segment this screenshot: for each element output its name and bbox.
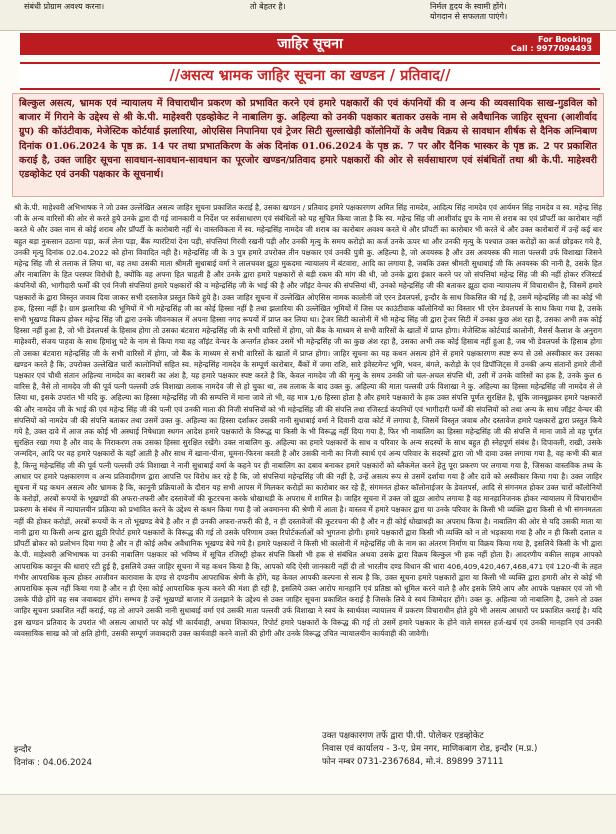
notice-header-title: जाहिर सूचना <box>277 36 343 52</box>
footer-place-date <box>14 744 92 770</box>
strip-right-line-2: योगदान से सफलता पाएंगे। <box>430 12 508 21</box>
booking-phone: Call : 9977094493 <box>510 44 592 53</box>
bottom-margin-strip <box>0 794 616 834</box>
notice-header-band <box>20 33 600 55</box>
footer-sign-line: उक्त पक्षकारगण तर्फे द्वारा पी.पी. पोलेकर एडव्होकेट <box>322 731 484 741</box>
footer-address: निवास एवं कार्यालय - 3-ए, प्रेम नगर, माणिकबाग रोड, इन्दौर (म.प्र.) <box>322 744 538 754</box>
lead-paragraph: बिल्कुल असत्य, भ्रामक एवं न्यायालय में विचाराधीन प्रकरण को प्रभावित करने एवं हमारे पक्षकारों की एवं कंपनियों की व अन्य की व्यवसायिक साख-गुडविल को बाजार में गिराने के उद्देश्य से श्री के.पी. माहेश्वरी एडव्होकेट ने नाबालिग कु. अहिल्या को उनकी पक्षकार बताकर उसके नाम से अवैधानिक जाहिर सूचना (आशीर्वाद ग्रुप) की कॉउंटीवाक, मेजेस्टिक कोर्टयार्ड झलारिया, ओएसिस निपानिया एवं ट्रेजर सिटी सुल्लाखेड़ी कॉलोनियों के अवैध विक्रय से सावधान शीर्षक से दैनिक अग्निबाण दिनांक 01.06.2024 के पृष्ठ क्र. 14 पर तथा प्रभातकिरण के अंक दिनांक 01.06.2024 के पृष्ठ क्र. 7 पर और दैनिक भास्कर के पृष्ठ क्र. 2 पर प्रकाशित कराई है, उक्त जाहिर सूचना सावधान-सावधान-सावधान का पूरजोर खण्डन/प्रतिवाद हमारे पक्षकारों की ओर से सर्वसाधारण एवं संबंधितों तथा श्री के.पी. माहेश्वरी एडव्होकेट एवं उनकी पक्षकार के सूचनार्थ। <box>19 98 597 181</box>
footer-signature <box>322 730 602 769</box>
strip-right-text <box>430 2 610 22</box>
lead-paragraph-box <box>12 93 604 197</box>
strip-center-text: तो बेहतर है। <box>250 2 286 11</box>
strip-right-line-1: निर्मल हृदय के स्वामी होंगे। <box>430 2 507 11</box>
booking-info <box>511 35 592 53</box>
notice-title: //असत्य भ्रामक जाहिर सूचना का खण्डन / प्रतिवाद// <box>169 67 451 84</box>
booking-label: For Booking <box>538 35 592 44</box>
footer-phone: फोन नम्बर 0731-2367684, मो.नं. 89899 37111 <box>322 757 504 767</box>
notice-body <box>14 202 602 730</box>
notice-footer <box>14 730 602 790</box>
footer-date: दिनांक : 04.06.2024 <box>14 758 92 768</box>
notice-title-band <box>20 62 600 90</box>
footer-place: इन्दौर <box>14 745 32 755</box>
notice-body-text: श्री के.पी. माहेश्वरी अभिभाषक ने जो उक्त उल्लेखित असत्य जाहिर सूचना प्रकाशित कराई है, उसका खण्डन / प्रतिवाद हमारे पक्षकारगण अमित सिंह नामदेव, आदित्य सिंह नामदेव एवं आर्यमन सिंह नामदेव व स्व. महेन्द्र सिंह जी के अन्य वारिसों की ओर से करते हुये उनके द्वारा दी गई जानकारी व निर्देश पर सर्वसाधारण एवं संबंधितों को यह सूचित किया जाता है कि स्व. महेन्द्र सिंह जी आशीर्वाद ग्रुप के नाम से शराब का एवं प्रॉपर्टी का कारोबार नहीं करते थे और उक्त नाम से कोई शराब और प्रॉपर्टी के कारोबारी नहीं थे। वास्तविकता में स्व. महेन्द्रसिंह नामदेव जी शराब का कारोबार अवश्य करते थे और प्रॉपर्टी का कारोबार भी करते थे और उक्त कारोबारों में उन्हें कई बार बहुत बड़ा नुकसान उठाना पड़ा, कर्ज लेना पड़ा, बैंक ग्यारंटियां देना पड़ी, संपत्तियां गिरवी रखनी पड़ी और उनकी मृत्यु के समय करोड़ो का कर्ज उनके ऊपर था और उनकी मृत्यु के पश्चात उक्त करोड़ों का कर्ज छोड़कर गये है, उनकी मृत्यु दिनांक 02.04.2022 को होना विवादित नही है। महेन्द्रसिंह जी के 3 पुत्र हमारे उपरोक्त तीन पक्षकार एवं उनकी पुत्री कु. अहिल्या है, जो अवयस्क है और उस अवयस्क की माता पल्लवी उर्फ विशाखा जिसने महेन्द्र सिंह जी से तलाक ले लिया था, वह तथा उसकी माता श्रीमती सुधाबाई वर्मा ने लालचवश झूठा मुकदमा न्यायालय में बंटवारा, आदि का लगाया है, जबकि उक्त श्रीमती सुधाबाई जी कि अवयस्क की नानी है, उसके हित और नाबालिग के हित परस्पर विरोधी है, क्योंकि वह अपना हित चाहती है और उनके द्वारा हमारे पक्षकारों से बड़ी रकम की मांग की थी, जो उनके द्वारा इंकार करने पर जो संपत्तियां महेन्द्र सिंह जी की नहीं होकर रजिस्टर्ड कंपनियों की, भागीदारी फर्मों की एवं निजी संपत्तियां हमारे पक्षकारों की व महेन्द्रसिंह जी के भाई की है और जॉइंट वेन्चर की संपत्तियां थीं, उनको महेन्द्रसिंह जी की बताकर झूठा दावा न्यायालय में विचाराधीन है, जिसमें हमारे पक्षकारों के द्वारा विस्तृत जवाब दिया जाकर सभी दस्तावेज प्रस्तुत किये हुये है। उक्त जाहिर सूचना में उल्लेखित ओएसिस नामक कालोनी जो एरन डेवलपर्स, इन्दौर के साथ विकसित की गई है, उसमें महेन्द्रसिंह जी का कोई भी हक, हिस्सा नहीं है। ग्राम झलारिया की भूमियों में भी महेन्द्रसिंह जी का कोई हिस्सा नहीं है तथा झलारिया की उल्लेखित भूमियों में जिस पर काउंटीवाक कॉलोनियों का विस्तार भी एरेन डेवलपर्स के साथ किया गया है, उसके सभी भूखण्ड विक्रय होकर महेन्द्र सिंह जी द्वारा उनके जीवनकाल में अपना हिस्सा नगद रूपयों में प्राप्त कर लिया था। ट्रेजर सिटी कालोनी में भी महेन्द्र सिंह जी द्वारा ट्रेजर सिटी में उनका कुछ अंश रहा है, उसका अभी तक कोई हिस्सा नहीं हुआ है, जो भी डेवलपर्स के हिसाब होगा तो उसका बंटवारा महेन्द्रसिंह जी के सभी वारिसों में होगा, जो बैंक के माध्यम से सभी वारिसों के खातों में प्राप्त होगा। मेजेस्टिक कोर्टयार्ड कालोनी, मैसर्स कैलाश के अनुराग माहेश्वरी, संजय पाहवा के साथ हिमांशु घटे के नाम से किया गया वह जॉइंट वेन्चर के अन्तर्गत होकर उसमें भी महेन्द्रसिंह जी का कुछ अंश रहा है, उसका अभी तक कोई हिसाब नहीं हुआ है, जब भी डेवलपर्स के हिसाब होगा तो उसका बंटवारा महेन्द्रसिंह जी के सभी वारिसों में होगा, जो बैंक के माध्यम से सभी वारिसों के खातों में प्राप्त होगा। जाहिर सूचना का यह कथन असत्य होने से हमारे पक्षकारगण स्पष्ट रूप से उसे अस्वीकार कर उसका खण्डन करते है कि, उपरोक्त उल्लेखित चारों कालोनियों सहित स्व. महेन्द्रसिंह नामदेव के सम्पूर्ण कारोबार, बैंकों में जमा राशि, सारे इंवेस्टमेन्ट भूमि, भवन, बंगले, करोड़ो के एवं डिपॉजिट्स में उनकी अन्य संतानों हमारे तीनों पक्षकार एवं चौथी संतान अहिल्या नामदेव का बराबरी का अंश है, यह हमारे पक्षकार स्पष्ट करते है कि, केवल नामदेव जी की मृत्यु के समय उनकी जो चल-अचल संपत्ति थी, उसी में उनके वारिसों का हक है, उनके कुल 6 वारिस है, वैसे तो नामदेव जी की पूर्व पत्नी पल्लवी उर्फ विशाखा तलाक नामदेव जी से हो चुका था, तब तलाक के बाद उक्त कु. अहिल्या की माता पल्लवी उर्फ विशाखा ने कु. अहिल्या का हिस्सा महेन्द्रसिंह जी नामदेव से ले लिया था, इसके उपरांत भी यदि कु. अहिल्या का हिस्सा महेन्द्रसिंह जी की सम्पत्ति में माना जावे तो भी, वह मात्र 1/6 हिस्सा होता है और हमारे पक्षकारों के हक उक्त संपत्ति पूर्णत सुरक्षित है, चूंकि जानबूझकर हमारे पक्षकारों की और नामदेव जी के भाई की एवं महेन्द्र सिंह जी की पत्नी एवं उनकी माता की निजी संपत्तियों को भी महेन्द्रसिंह जी की संपत्ति तथा रजिस्टर्ड कंपनियों एवं भागीदारी फर्मों की संपत्तियों को तथा अन्य के साथ जॉइंट वेन्चर की संपत्तियों को नामदेव जी की संपत्ति बताकर तथा उसमें उक्त कु. अहिल्या का हिस्सा दर्शाकर उसकी नानी सुधाबाई वर्मा ने दिवानी दावा कोर्ट में लगाया है, जिसमें विस्तृत जवाब और दस्तावेज हमारे पक्षकारों द्वारा प्रस्तुत किये गये है, उक्त दावे में आज तक कोई भी अस्थाई निषेधाज्ञा स्थगन आदेश हमारे पक्षकारों के विरूद्ध या किसी के भी विरूद्ध नहीं दिया गया है, फिर भी नाबालिग का हिस्सा महेन्द्रसिंह जी की संपत्ति में माना जावें तो वह पूर्णत सुरक्षित रखा गया है और वाद के निराकरण तक उसका हिस्सा सुरक्षित रखेंगे। उक्त नाबालिग कु. अहिल्या का हमारे पक्षकारों के साथ व परिवार के अन्य सदस्यों के साथ बहुत ही स्नेहपूर्ण संबंध है। दिपावली, राखी, उसके जन्मदिन, आदि पर वह हमारे पक्षकारों के यहाँ आती है और साथ में खाना-पीना, घूमना-फिरना करती है और उसकी नानी का निजी स्वार्थ एवं अन्य परिवार के सदस्यों द्वारा जो भी दावा उक्त लगाया गया है, वह कभी की बात है, किन्तु महेन्द्रसिंह जी की पूर्व पत्नी पल्लवी उर्फ विशाखा ने नानी सुधाबाई वर्मा के कहने पर ही नाबालिग का दबाव बनाकर हमारे पक्षकारों को ब्लैकमेल करने हेतु पूरा प्रकरण पर लगाया गया है, जिसका वास्तविक तथ्य के आधार पर हमारे पक्षकारगण व अन्य प्रतिवादीगण द्वारा आपत्ति पर विरोध कर रहे है कि, जो संपत्तियां महेन्द्रसिंह जी की नहीं है, उन्हें असत्य रूप से उसमें दर्शाया गया है और दावे को अस्वीकार किया गया है। उक्त जाहिर सूचना में यह कथन असत्य और भ्रामक है कि, कानूनी प्रक्रियाओं के दौरान यह सभी आपस में मिलकर करोड़ों का कारोबार कर रहे हैं, संगमनत होकर कॉलोनाईजर के डेवलपर्स, आदि से संगनमत होकर उक्त चारों कॉलोनियों के करोड़ों, अरबों रूपयों के भूखण्डों की अफरा-तफरी और दस्तावेजों की कूटरचना करके धोखाधड़ी के अपराध में शामिल है। जाहिर सूचना में उक्त जो झूठा आरोप लगाया है वह मानहानिजनक होकर न्यायालय में विचाराधीन प्रकरण के संबंध में न्यायालयीन प्रक्रिया को प्रभावित करने के उद्देश्य से कथन किया गया है जो अवमानना की श्रेणी में आता है। वास्तव में हमारे पक्षकार द्वारा या उनके परिवार के किसी भी व्यक्ति द्वारा किसी से भी संगनमतता नहीं की होकर करोड़ों, अरबों रूपयों के न तो भूखण्ड बेचे है और न ही उनकी अफरा-तफरी की है, न ही दस्तावेजों की कूटरचना की है और न ही कोई धोखाधड़ी का अपराध किया है। नाबालिग की ओर से यदि उसकी माता या नानी द्वारा या किसी अन्य द्वारा झूठी रिपोर्ट हमारे पक्षकारों के विरूद्ध की गई तो उसके परिणाम उक्त रिपोर्टकर्ताओं को भुगतना होगी। हमारे पक्षकारों द्वारा किसी भी व्यक्ति को न तो भड़काया गया है और न ही किसी दलाल व प्रॉपर्टी ब्रोकर को प्रलोभन दिया गया है और न ही कोई अवैध अवैधानिक भूखण्ड बेचे गये है। हमारे पक्षकारों ने किसी भी कालोनी में महेन्द्रसिंह जी के नाम का अंतरण निर्माण या विक्रय किया गया है, इसलिये किसी के भी द्वारा के.पी. माहेश्वरी अभिभाषक या उनकी नाबालिग पक्षकार को भविष्य में सूचित रजिस्ट्री होकर संपत्ति किसी भी हक से संबंधित अथवा उसके द्वारा विक्रय बिल्कुल भी हक नहीं होता है। आदरणीय वकील साहब आपको आपराधिक कानून की धाराएं रटी हुई है, इसलिये उक्त जाहिर सूचना में यह कथन किया है कि, आपको यदि ऐसी जानकारी नहीं दी तो भारतीय दण्ड विधान की धारा 406,409,420,467,468,471 एवं 120-बी के तहत गंभीर आपराधिक कृत्य होकर आजीवन कारावास के दण्ड से दण्डनीय आपराधिक श्रेणी के होंगे, यह केवल आपकी कल्पना से सत्य है कि, उक्त सूचना हमारे पक्षकारों द्वारा या किसी भी व्यक्ति द्वारा हमारी ओर से कोई भी आपराधिक कृत्य नहीं किया गया है और न ही ऐसा कोई आपराधिक कृत्य करने की मंशा ही रही है, इसलिये उक्त आरोप मानहानि एवं प्रतिष्ठा को धूमिल करने वाले है और इसके लिये आप और आपके पक्षकार एवं जो भी उसके पीछे होंगे वह सब जवाबदार होंगे। सम्भव है उन्हें भूखण्डों बाजार में उलझाने के उद्देश्य से उक्त जाहिर सूचना प्रकाशित कराई है जिसके लिये वे स्वयं जिम्मेदार होंगे। उक्त कु. अहिल्या जो नाबालिग है, उसने तो उक्त जाहिर सूचना प्रकाशित नहीं कराई, यह तो आपने उसकी नानी सुधाबाई वर्मा एवं उसकी माता पल्लवी उर्फ विशाखा ने स्वयं के स्वार्थवश न्यायालय में प्रकरण विचाराधीन होते हुये भी असत्य आधारों पर प्रकाशित कराई है। यदि इस खण्डन प्रतिवाद के उपरांत भी असत्य आधारों पर कोई भी कार्यवाही, अथवा शिकायत, रिपोर्ट हमारे पक्षकारों के विरूद्ध की गई तो उसमें हमारे पक्षकार के होने वाले समस्त हर्ज-खर्च एवं उनकी मानहानि एवं उनकी व्यवसायिक साख को जो क्षति होगी, उसकी सम्पूर्ण जवाबदारी उक्त कार्यवाही करने वालों की होगी और उनके विरूद्ध उचित न्यायालयीन कार्यवाही की जावेगी। <box>14 203 602 638</box>
previous-page-strip <box>0 0 616 31</box>
strip-left-text: संबंधी प्रोग्राम अवश्य करना। <box>24 2 105 11</box>
